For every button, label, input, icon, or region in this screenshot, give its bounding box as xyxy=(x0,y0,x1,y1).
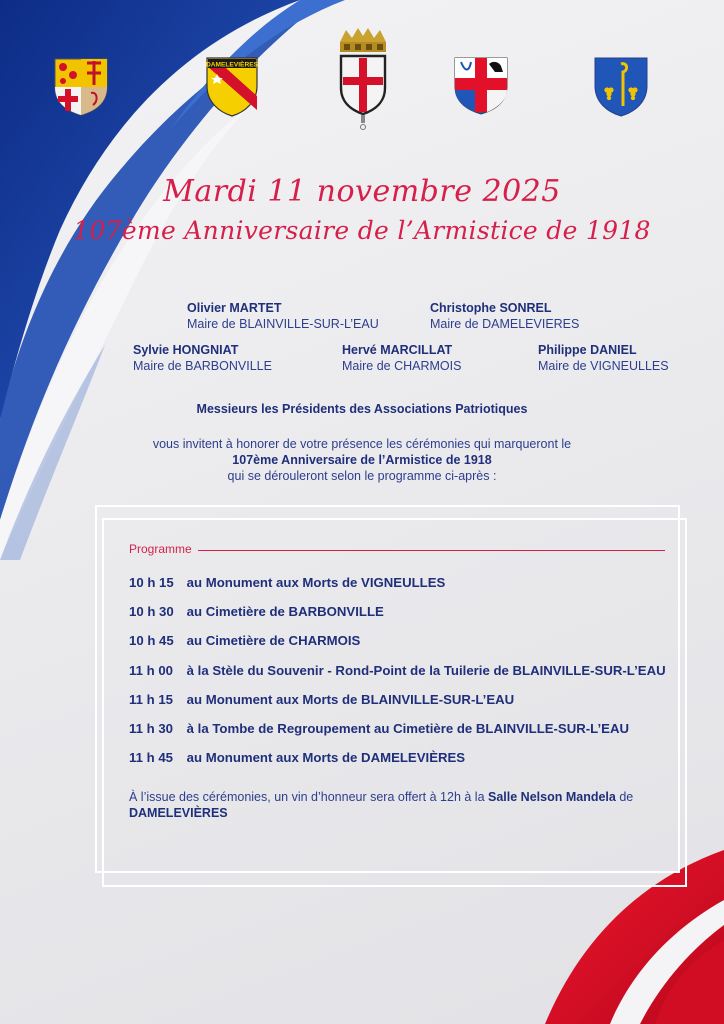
host-blainville xyxy=(187,300,379,332)
programme-time: 11 h 15 xyxy=(129,692,173,707)
barbonville-crest-icon xyxy=(453,56,509,116)
programme-place: à la Tombe de Regroupement au Cimetière de BLAINVILLE-SUR-L’EAU xyxy=(186,721,630,736)
programme-item xyxy=(129,721,629,736)
host-name: Hervé MARCILLAT xyxy=(342,343,453,357)
programme-time: 10 h 45 xyxy=(129,633,174,648)
programme-divider xyxy=(198,550,665,551)
programme-place: au Cimetière de CHARMOIS xyxy=(186,633,361,648)
programme-place: au Monument aux Morts de BLAINVILLE-SUR-L’EAU xyxy=(186,692,515,707)
programme-item xyxy=(129,692,514,707)
host-role: Maire de DAMELEVIERES xyxy=(430,317,580,331)
programme-time: 10 h 30 xyxy=(129,604,174,619)
programme-time: 10 h 15 xyxy=(129,575,174,590)
host-barbonville xyxy=(133,342,272,374)
invite-line-3: qui se dérouleront selon le programme ci-après : xyxy=(227,469,497,483)
event-date-title: Mardi 11 novembre 2025 xyxy=(163,174,561,209)
host-damelevieres xyxy=(430,300,579,332)
programme-label: Programme xyxy=(129,542,192,556)
programme-place: au Monument aux Morts de DAMELEVIÈRES xyxy=(186,750,466,765)
programme-place: à la Stèle du Souvenir - Rond-Point de la Tuilerie de BLAINVILLE-SUR-L’EAU xyxy=(186,663,666,678)
host-name: Sylvie HONGNIAT xyxy=(133,343,239,357)
host-role: Maire de BLAINVILLE-SUR-L’EAU xyxy=(187,317,379,331)
programme-item xyxy=(129,750,465,765)
programme-item xyxy=(129,663,666,678)
programme-item xyxy=(129,575,445,590)
closing-connector: de xyxy=(615,790,634,804)
blainville-crest-icon xyxy=(53,57,109,117)
host-name: Philippe DANIEL xyxy=(538,343,637,357)
closing-town: DAMELEVIÈRES xyxy=(129,806,228,820)
event-anniversary-title: 107ème Anniversaire de l’Armistice de 1918 xyxy=(73,216,651,245)
host-role: Maire de BARBONVILLE xyxy=(133,359,272,373)
host-name: Olivier MARTET xyxy=(187,301,282,315)
host-role: Maire de CHARMOIS xyxy=(342,359,462,373)
municipal-crests xyxy=(0,26,724,136)
vigneulles-crest-icon xyxy=(593,56,649,118)
closing-text: À l’issue des cérémonies, un vin d’honneur sera offert à 12h à la xyxy=(129,790,489,804)
host-name: Christophe SONREL xyxy=(430,301,552,315)
invite-line-1: vous invitent à honorer de votre présence les cérémonies qui marqueront le xyxy=(152,437,572,451)
programme-place: au Cimetière de BARBONVILLE xyxy=(186,604,384,619)
programme-item xyxy=(129,633,360,648)
presidents-line: Messieurs les Présidents des Associations Patriotiques xyxy=(196,402,528,416)
programme-time: 11 h 45 xyxy=(129,750,173,765)
programme-item xyxy=(129,604,384,619)
charmois-crest-icon xyxy=(336,26,390,134)
programme-time: 11 h 00 xyxy=(129,663,173,678)
invite-line-2: 107ème Anniversaire de l’Armistice de 1918 xyxy=(232,453,492,467)
host-role: Maire de VIGNEULLES xyxy=(538,359,669,373)
programme-place: au Monument aux Morts de VIGNEULLES xyxy=(186,575,446,590)
host-vigneulles xyxy=(538,342,669,374)
closing-venue: Salle Nelson Mandela xyxy=(488,790,616,804)
closing-note xyxy=(129,789,669,821)
damelevieres-crest-icon xyxy=(205,56,259,118)
programme-time: 11 h 30 xyxy=(129,721,173,736)
svg-text:DAMELEVIÈRES: DAMELEVIÈRES xyxy=(205,61,259,69)
host-charmois xyxy=(342,342,461,374)
